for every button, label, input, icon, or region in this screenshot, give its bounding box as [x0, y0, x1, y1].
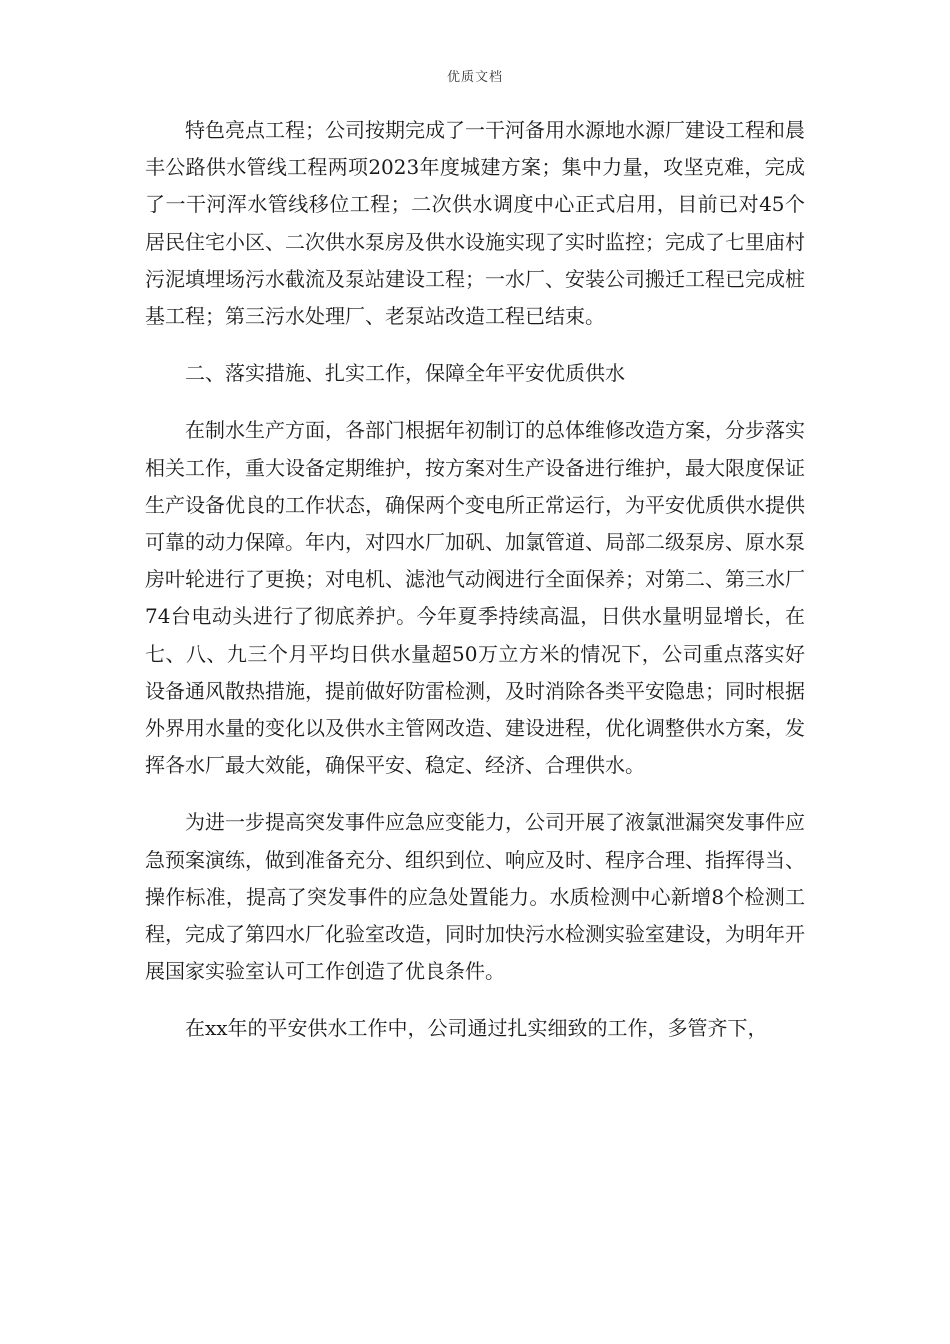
section-heading: 二、落实措施、扎实工作，保障全年平安优质供水 [185, 361, 625, 386]
paragraph-highlight-projects: 特色亮点工程；公司按期完成了一干河备用水源地水源厂建设工程和晨丰公路供水管线工程两项2023年度城建方案；集中力量，攻坚克难，完成了一干河浑水管线移位工程；二次供水调度中心正式启用，目前已对45个居民住宅小区、二次供水泵房及供水设施实现了实时监控；完成了七里庙村污泥填埋场污水截流及泵站建设工程；一水厂、安装公司搬迁工程已完成桩基工程；第三污水处理厂、老泵站改造工程已结束。 [145, 118, 805, 329]
paragraph-emergency-response: 为进一步提高突发事件应急应变能力，公司开展了液氯泄漏突发事件应急预案演练，做到准备充分、组织到位、响应及时、程序合理、指挥得当、操作标准，提高了突发事件的应急处置能力。水质检测中心新增8个检测工程，完成了第四水厂化验室改造，同时加快污水检测实验室建设，为明年开展国家实验室认可工作创造了优良条件。 [145, 810, 805, 984]
paragraph-water-production: 在制水生产方面，各部门根据年初制订的总体维修改造方案，分步落实相关工作，重大设备定期维护，按方案对生产设备进行维护，最大限度保证生产设备优良的工作状态，确保两个变电所正常运行，为平安优质供水提供可靠的动力保障。年内，对四水厂加矾、加氯管道、局部二级泵房、原水泵房叶轮进行了更换；对电机、滤池气动阀进行全面保养；对第二、第三水厂74台电动头进行了彻底养护。今年夏季持续高温，日供水量明显增长，在七、八、九三个月平均日供水量超50万立方米的情况下，公司重点落实好设备通风散热措施，提前做好防雷检测，及时消除各类平安隐患；同时根据外界用水量的变化以及供水主管网改造、建设进程，优化调整供水方案，发挥各水厂最大效能，确保平安、稳定、经济、合理供水。 [145, 418, 805, 778]
page-header: 优质文档 [446, 70, 503, 85]
document-body [145, 112, 805, 1068]
paragraph-safe-supply: 在xx年的平安供水工作中，公司通过扎实细致的工作，多管齐下， [185, 1016, 768, 1041]
